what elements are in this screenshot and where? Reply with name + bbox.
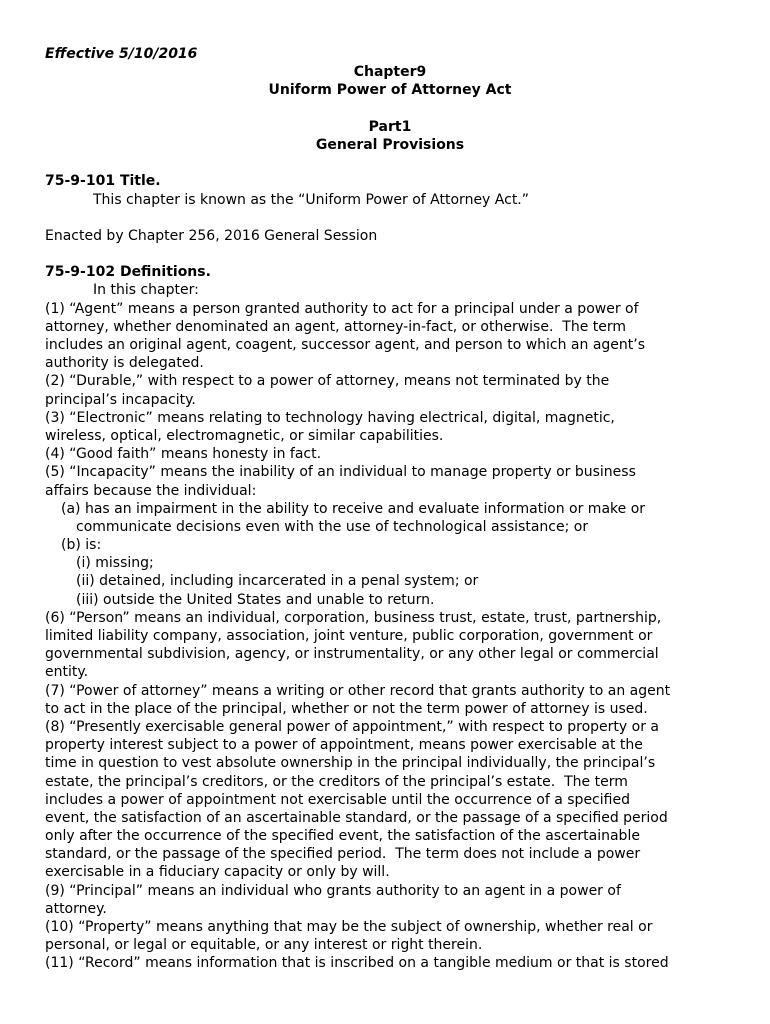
definition-line: includes a power of appointment not exercisable until the occurrence of a specified [45,791,630,808]
document-page [45,45,735,973]
definition-line: event, the satisfaction of an ascertainable standard, or the passage of a specified period [45,809,668,826]
definition-line: principal’s incapacity. [45,391,196,408]
definition-line: wireless, optical, electromagnetic, or similar capabilities. [45,427,444,444]
spacer [45,209,735,227]
definition-line: (2) “Durable,” with respect to a power of attorney, means not terminated by the [45,373,610,390]
definition-line: entity. [45,664,89,681]
section-101-text: This chapter is known as the “Uniform Power of Attorney Act.” [93,191,530,208]
definition-line: affairs because the individual: [45,482,257,499]
definition-line: (3) “Electronic” means relating to technology having electrical, digital, magnetic, [45,409,615,426]
definition-line: personal, or legal or equitable, or any interest or right therein. [45,937,483,954]
definition-line: attorney, whether denominated an agent, attorney-in-fact, or otherwise. The term [45,318,627,335]
spacer [45,100,735,118]
section-101-enacted: Enacted by Chapter 256, 2016 General Session [45,227,378,244]
definition-line: standard, or the passage of the specified period. The term does not include a power [45,846,641,863]
definition-line: (8) “Presently exercisable general power of appointment,” with respect to property or a [45,718,659,735]
subsubitem-line: (ii) detained, including incarcerated in a penal system; or [76,573,479,590]
definition-line: governmental subdivision, agency, or instrumentality, or any other legal or commercial [45,646,659,663]
definition-line: authority is delegated. [45,355,204,372]
definition-line: (4) “Good faith” means honesty in fact. [45,446,322,463]
definition-line: property interest subject to a power of appointment, means power exercisable at the [45,737,643,754]
definition-line: to act in the place of the principal, whether or not the term power of attorney is used. [45,700,648,717]
definition-line: exercisable in a fiduciary capacity or only by will. [45,864,390,881]
section-102-heading: 75-9-102 Definitions. [45,264,211,281]
subitem-line: (b) is: [61,537,102,554]
definition-line: (10) “Property” means anything that may be the subject of ownership, whether real or [45,919,653,935]
definition-line: limited liability company, association, joint venture, public corporation, government or [45,628,653,644]
part-title: General Provisions [315,136,465,153]
subitem-line: communicate decisions even with the use of technological assistance; or [76,518,589,535]
section-101-heading: 75-9-101 Title. [45,173,161,190]
definition-line: includes an original agent, coagent, successor agent, and person to which an agent’s [45,337,646,353]
definition-line: time in question to vest absolute ownership in the principal individually, the principal’s [45,755,656,772]
chapter-number: Chapter9 [353,64,427,81]
definition-line: only after the occurrence of the specified event, the satisfaction of the ascertainable [45,828,640,845]
spacer [45,154,735,172]
chapter-title: Uniform Power of Attorney Act [268,82,512,99]
spacer [45,245,735,263]
effective-date: Effective 5/10/2016 [45,46,198,62]
section-102-intro: In this chapter: [93,282,199,299]
subitem-line: (a) has an impairment in the ability to receive and evaluate information or make or [61,500,646,517]
definition-line: (6) “Person” means an individual, corporation, business trust, estate, trust, partnership, [45,609,662,626]
definition-line: (5) “Incapacity” means the inability of an individual to manage property or business [45,464,636,481]
part-number: Part1 [368,118,412,135]
definition-line: (11) “Record” means information that is inscribed on a tangible medium or that is stored [45,955,669,972]
definition-line: (7) “Power of attorney” means a writing or other record that grants authority to an agent [45,682,671,699]
subsubitem-line: (i) missing; [76,555,154,572]
definition-line: (1) “Agent” means a person granted authority to act for a principal under a power of [45,300,639,317]
definition-line: attorney. [45,900,107,917]
definition-line: (9) “Principal” means an individual who grants authority to an agent in a power of [45,882,621,899]
subsubitem-line: (iii) outside the United States and unable to return. [76,591,435,608]
definition-line: estate, the principal’s creditors, or the creditors of the principal’s estate. The term [45,773,628,790]
